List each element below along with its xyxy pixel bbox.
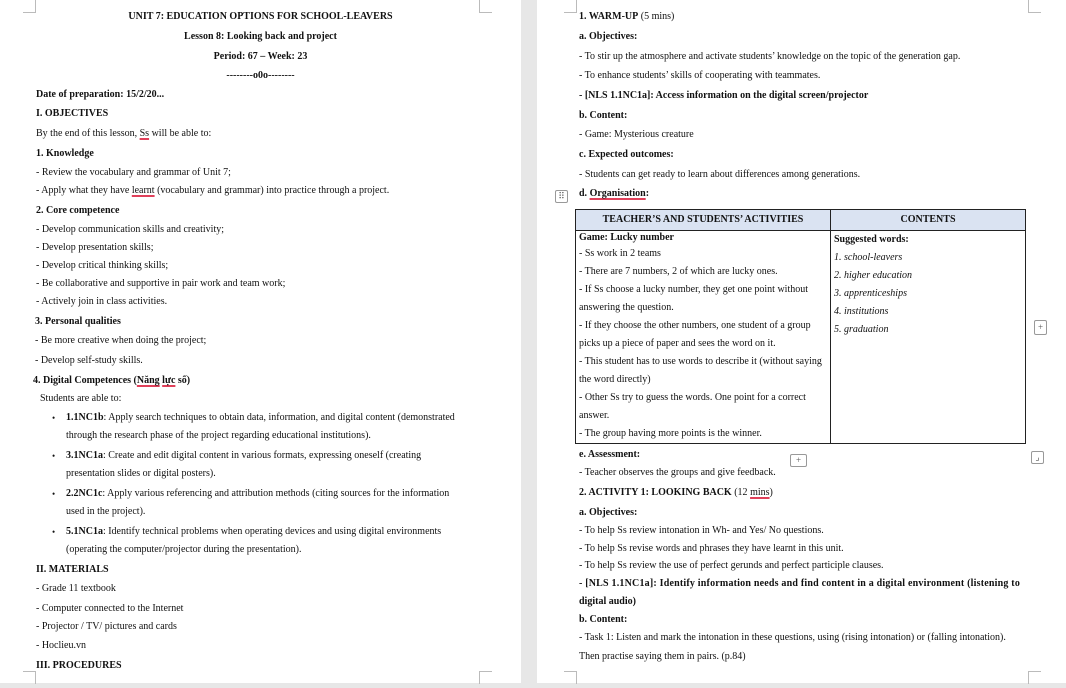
core-item: - Actively join in class activities. [36, 296, 168, 307]
table-move-handle[interactable]: ⠿ [555, 190, 568, 203]
outcomes-item: - Students can get ready to learn about differences among generations. [579, 169, 861, 180]
suggested-word: 5. graduation [834, 324, 889, 335]
spelling-flag[interactable]: Organisation [589, 188, 646, 199]
activity1-nls-cont: digital audio) [579, 596, 636, 607]
outcomes-heading: c. Expected outcomes: [579, 149, 674, 160]
code: 3.1NC1a [66, 450, 103, 461]
activity-item: - If Ss choose a lucky number, they get one point without answering the question. [579, 284, 808, 313]
digital-intro: Students are able to: [40, 393, 122, 404]
digital-item-cont: presentation slides or digital posters). [66, 468, 216, 479]
column-header: TEACHER’S AND STUDENTS’ ACTIVITIES [576, 210, 831, 231]
spelling-flag[interactable]: Năng [136, 375, 160, 386]
text: : Create and edit digital content in various formats, expressing oneself (creating [102, 450, 422, 461]
code: 5.1NC1a [66, 526, 103, 537]
digital-item [66, 488, 449, 500]
material-item: - Hoclieu.vn [36, 640, 86, 651]
text: (vocabulary and grammar) into practice through a project. [154, 185, 390, 196]
text: : Apply various referencing and attribution methods (citing sources for the information [102, 488, 450, 499]
text: (12 [731, 487, 751, 498]
activity1-content-heading: b. Content: [579, 614, 628, 625]
unit-title: UNIT 7: EDUCATION OPTIONS FOR SCHOOL-LEAVERS [128, 11, 393, 22]
lesson-title: Lesson 8: Looking back and project [184, 31, 337, 42]
objectives-heading: I. OBJECTIVES [36, 108, 109, 119]
knowledge-item [36, 185, 389, 197]
activities-table [575, 209, 1026, 444]
period: Period: 67 – Week: 23 [213, 51, 308, 62]
suggested-heading: Suggested words: [834, 234, 909, 245]
procedures-heading: III. PROCEDURES [36, 660, 122, 671]
text: ) [769, 487, 773, 498]
bullet-icon: • [52, 489, 56, 499]
table-header-row [576, 210, 1026, 231]
margin-mark [1028, 0, 1041, 13]
activity-item: - If they choose the other numbers, one student of a group picks up a piece of paper and sees the word on it. [579, 320, 811, 349]
activity-item: - Other Ss try to guess the words. One point for a correct answer. [579, 392, 806, 421]
digital-item-cont: used in the project). [66, 506, 146, 517]
assessment-item: - Teacher observes the groups and give feedback. [579, 467, 776, 478]
text: 2. ACTIVITY 1: LOOKING BACK [579, 487, 732, 498]
text: 4. Digital Competences ( [33, 375, 137, 386]
spelling-flag[interactable]: lực [162, 375, 176, 386]
bullet-icon: • [52, 413, 56, 423]
knowledge-item: - Review the vocabulary and grammar of Unit 7; [36, 167, 231, 178]
text: số) [175, 375, 191, 386]
objective-item: - To stir up the atmosphere and activate students’ knowledge on the topic of the generation gap. [579, 51, 961, 62]
page-1 [0, 0, 521, 683]
add-row-button[interactable]: + [790, 454, 807, 467]
content-item: - Game: Mysterious creature [579, 129, 694, 140]
activity1-objective: - To help Ss review the use of perfect gerunds and perfect participle clauses. [579, 560, 884, 571]
bullet-icon: • [52, 527, 56, 537]
text: : Identify technical problems when operating devices and using digital environments [102, 526, 442, 537]
spelling-flag[interactable]: learnt [131, 185, 155, 196]
activity1-content: - Task 1: Listen and mark the intonation in these questions, using (rising intonation) or (falling intonation). [579, 632, 1006, 643]
suggested-word: 2. higher education [834, 270, 913, 281]
activity1-content-cont: Then practise saying them in pairs. (p.84) [579, 651, 746, 662]
margin-mark [23, 671, 36, 684]
margin-mark [1028, 671, 1041, 684]
date-of-preparation: Date of preparation: 15/2/20... [36, 89, 165, 100]
material-item: - Grade 11 textbook [36, 583, 116, 594]
activity-item: - There are 7 numbers, 2 of which are lucky ones. [579, 266, 778, 277]
activities-cell[interactable] [576, 231, 831, 444]
text: : [645, 188, 650, 199]
activity1-heading [579, 487, 773, 499]
contents-cell[interactable] [831, 231, 1026, 444]
margin-mark [479, 671, 492, 684]
page-2 [537, 0, 1066, 683]
activity1-nls: - [NLS 1.1NC1a]: Identify information needs and find content in a digital environment (listening to [579, 578, 1021, 589]
core-item: - Develop communication skills and creativity; [36, 224, 225, 235]
spelling-flag[interactable]: Ss [139, 128, 150, 139]
knowledge-heading: 1. Knowledge [36, 148, 94, 159]
digital-heading [33, 375, 190, 387]
objectives-heading: a. Objectives: [579, 31, 638, 42]
table-resize-handle[interactable]: ⌟ [1031, 451, 1044, 464]
core-item: - Develop presentation skills; [36, 242, 154, 253]
text: By the end of this lesson, [36, 128, 140, 139]
personal-heading: 3. Personal qualities [35, 316, 121, 327]
core-heading: 2. Core competence [36, 205, 120, 216]
margin-mark [564, 671, 577, 684]
personal-item: - Be more creative when doing the project; [35, 335, 207, 346]
material-item: - Computer connected to the Internet [36, 603, 184, 614]
game-title: Game: Lucky number [579, 232, 674, 243]
table-row [576, 231, 1026, 444]
content-heading: b. Content: [579, 110, 628, 121]
text: will be able to: [149, 128, 212, 139]
intro-line [36, 128, 211, 140]
text: : Apply search techniques to obtain data, information, and digital content (demonstrated [103, 412, 455, 423]
suggested-word: 3. apprenticeships [834, 288, 907, 299]
add-column-button[interactable]: + [1034, 320, 1047, 335]
core-item: - Develop critical thinking skills; [36, 260, 169, 271]
organisation-heading [579, 188, 649, 200]
core-item: - Be collaborative and supportive in pair work and team work; [36, 278, 286, 289]
warmup-heading [579, 11, 674, 23]
activity-item: - The group having more points is the winner. [579, 428, 762, 439]
column-header: CONTENTS [831, 210, 1026, 231]
assessment-heading: e. Assessment: [579, 449, 641, 460]
personal-item: - Develop self-study skills. [35, 355, 143, 366]
bullet-icon: • [52, 451, 56, 461]
activity-item: - Ss work in 2 teams [579, 248, 661, 259]
digital-item [66, 412, 455, 424]
activity1-objectives-heading: a. Objectives: [579, 507, 638, 518]
suggested-word: 1. school-leavers [834, 252, 903, 263]
digital-item [66, 450, 421, 462]
activity1-objective: - To help Ss review intonation in Wh- and Yes/ No questions. [579, 525, 824, 536]
digital-item-cont: (operating the computer/projector during the presentation). [66, 544, 302, 555]
material-item: - Projector / TV/ pictures and cards [36, 621, 177, 632]
activity1-objective: - To help Ss revise words and phrases they have learnt in this unit. [579, 543, 844, 554]
objective-nls: - [NLS 1.1NC1a]: Access information on the digital screen/projector [579, 90, 869, 101]
suggested-word: 4. institutions [834, 306, 889, 317]
objective-item: - To enhance students’ skills of cooperating with teammates. [579, 70, 821, 81]
text: (5 mins) [638, 11, 675, 22]
code: 1.1NC1b [66, 412, 104, 423]
code: 2.2NC1c [66, 488, 103, 499]
digital-item [66, 526, 441, 538]
materials-heading: II. MATERIALS [36, 564, 109, 575]
text: - Apply what they have [36, 185, 132, 196]
activity-item: - This student has to use words to describe it (without saying the word directly) [579, 356, 822, 385]
spelling-flag[interactable]: mins [750, 487, 770, 498]
divider: --------o0o-------- [226, 70, 295, 81]
text: d. [579, 188, 590, 199]
text: 1. WARM-UP [579, 11, 639, 22]
margin-mark [564, 0, 577, 13]
digital-item-cont: through the research phase of the project regarding educational institutions). [66, 430, 371, 441]
